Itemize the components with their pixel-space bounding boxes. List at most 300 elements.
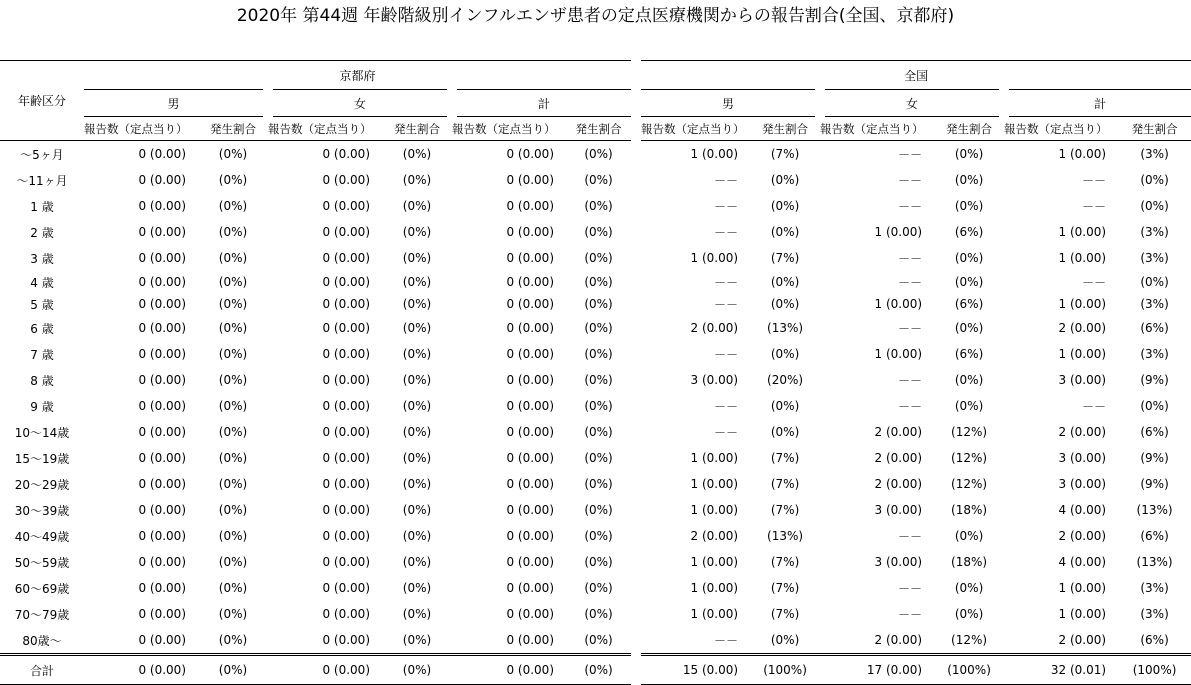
- report-count-cell: 0 (0.00): [138, 199, 186, 213]
- rate-cell: (0%): [402, 607, 432, 621]
- report-count-cell: －－: [898, 251, 923, 266]
- report-count-cell: 3 (0.00): [690, 373, 739, 387]
- rate-cell: (0%): [402, 581, 432, 595]
- report-count-cell: 2 (0.00): [1058, 529, 1107, 543]
- report-count-header: 報告数（定点当り）: [1004, 117, 1118, 141]
- report-count-cell: 0 (0.00): [506, 147, 554, 161]
- age-label: 20～29歳: [14, 477, 70, 492]
- sex-header-total: 計: [1004, 90, 1191, 117]
- rate-cell: (0%): [218, 251, 248, 265]
- total-rate-cell: (100%): [934, 655, 1004, 685]
- group-header-kyoto: 京都府: [84, 61, 636, 90]
- report-count-cell: 0 (0.00): [506, 425, 554, 439]
- report-count-cell: 0 (0.00): [506, 555, 554, 569]
- rate-cell: (0%): [954, 581, 984, 595]
- report-count-cell: －－: [898, 147, 923, 162]
- rate-header: 発生割合: [1118, 117, 1191, 141]
- report-count-cell: 0 (0.00): [322, 251, 370, 265]
- sex-header-male: 男: [84, 90, 268, 117]
- age-label: 40～49歳: [14, 529, 70, 544]
- rate-cell: (0%): [402, 173, 432, 187]
- total-report-count-cell: 17 (0.00): [820, 655, 934, 685]
- report-count-cell: 0 (0.00): [322, 347, 370, 361]
- rate-cell: (0%): [954, 147, 984, 161]
- report-count-cell: 0 (0.00): [322, 555, 370, 569]
- rate-cell: (7%): [770, 477, 800, 491]
- report-count-cell: 2 (0.00): [1058, 425, 1107, 439]
- group-header-national: 全国: [636, 61, 1191, 90]
- rate-cell: (3%): [1140, 225, 1169, 239]
- report-count-header: 報告数（定点当り）: [452, 117, 566, 141]
- report-count-cell: 2 (0.00): [874, 451, 923, 465]
- rate-cell: (3%): [1140, 607, 1169, 621]
- rate-cell: (0%): [218, 321, 248, 335]
- report-count-cell: －－: [898, 321, 923, 336]
- rate-cell: (0%): [954, 373, 984, 387]
- rate-cell: (18%): [951, 555, 988, 569]
- report-count-cell: 0 (0.00): [322, 297, 370, 311]
- rate-cell: (0%): [218, 477, 248, 491]
- report-count-cell: 0 (0.00): [322, 529, 370, 543]
- report-count-cell: 1 (0.00): [690, 555, 739, 569]
- rate-cell: (0%): [218, 581, 248, 595]
- rate-cell: (0%): [402, 297, 432, 311]
- report-count-cell: 0 (0.00): [322, 275, 370, 289]
- rate-cell: (0%): [566, 367, 636, 393]
- rate-cell: (0%): [402, 321, 432, 335]
- total-rate-cell: (0%): [382, 655, 452, 685]
- rate-cell: (0%): [770, 347, 800, 361]
- report-count-cell: 0 (0.00): [506, 503, 554, 517]
- rate-cell: (0%): [402, 633, 432, 647]
- rate-cell: (6%): [1140, 633, 1169, 647]
- age-column-header: 年齢区分: [0, 61, 84, 141]
- rate-cell: (0%): [1140, 199, 1169, 213]
- rate-cell: (7%): [770, 581, 800, 595]
- rate-cell: (0%): [770, 225, 800, 239]
- rate-cell: (12%): [951, 451, 988, 465]
- report-count-cell: 1 (0.00): [1058, 225, 1107, 239]
- report-count-cell: 0 (0.00): [322, 425, 370, 439]
- report-count-cell: －－: [714, 199, 739, 214]
- rate-cell: (0%): [954, 251, 984, 265]
- report-count-header: 報告数（定点当り）: [84, 117, 198, 141]
- total-rate-cell: (100%): [1118, 655, 1191, 685]
- rate-cell: (9%): [1140, 477, 1169, 491]
- rate-cell: (13%): [1136, 503, 1173, 517]
- report-count-cell: 1 (0.00): [690, 503, 739, 517]
- report-count-cell: －－: [898, 581, 923, 596]
- report-count-cell: －－: [1082, 399, 1107, 414]
- report-count-cell: 1 (0.00): [1058, 607, 1107, 621]
- rate-cell: (0%): [954, 275, 984, 289]
- report-count-cell: 1 (0.00): [1058, 297, 1107, 311]
- rate-cell: (0%): [218, 225, 248, 239]
- report-count-cell: 0 (0.00): [506, 275, 554, 289]
- rate-cell: (0%): [218, 503, 248, 517]
- report-count-cell: 0 (0.00): [138, 275, 186, 289]
- report-count-cell: 2 (0.00): [874, 425, 923, 439]
- report-count-cell: －－: [714, 633, 739, 648]
- age-label: 1 歳: [30, 199, 54, 214]
- rate-cell: (6%): [954, 347, 984, 361]
- report-count-cell: －－: [714, 399, 739, 414]
- table-row: [0, 523, 1191, 549]
- report-count-cell: 0 (0.00): [322, 477, 370, 491]
- report-count-cell: 0 (0.00): [322, 503, 370, 517]
- report-count-cell: 1 (0.00): [1058, 147, 1107, 161]
- influenza-report-table: [0, 60, 1191, 685]
- sex-header-total: 計: [452, 90, 636, 117]
- table-row: [0, 245, 1191, 271]
- rate-cell: (0%): [1140, 173, 1169, 187]
- rate-cell: (0%): [218, 451, 248, 465]
- rate-cell: (0%): [770, 275, 800, 289]
- report-count-cell: 2 (0.00): [1058, 633, 1107, 647]
- total-report-count-cell: 0 (0.00): [268, 655, 382, 685]
- rate-cell: (0%): [954, 173, 984, 187]
- report-count-cell: 0 (0.00): [138, 581, 186, 595]
- rate-cell: (0%): [954, 529, 984, 543]
- table-row: [0, 271, 1191, 293]
- rate-cell: (20%): [767, 373, 804, 387]
- report-count-cell: －－: [714, 275, 739, 290]
- total-rate-cell: (100%): [750, 655, 820, 685]
- rate-cell: (0%): [402, 225, 432, 239]
- table-row: [0, 549, 1191, 575]
- rate-cell: (0%): [566, 627, 636, 655]
- table-row: [0, 393, 1191, 419]
- report-count-cell: 1 (0.00): [1058, 581, 1107, 595]
- rate-cell: (0%): [566, 141, 636, 168]
- report-count-cell: 0 (0.00): [138, 555, 186, 569]
- rate-cell: (7%): [770, 607, 800, 621]
- age-label: 10～14歳: [14, 425, 70, 440]
- rate-cell: (0%): [566, 219, 636, 245]
- age-label: 8 歳: [30, 373, 54, 388]
- report-count-cell: 3 (0.00): [874, 555, 923, 569]
- rate-cell: (13%): [1136, 555, 1173, 569]
- report-count-cell: 1 (0.00): [690, 147, 739, 161]
- rate-cell: (0%): [1140, 399, 1169, 413]
- rate-cell: (12%): [951, 477, 988, 491]
- rate-cell: (0%): [770, 399, 800, 413]
- age-label: 70～79歳: [14, 607, 70, 622]
- report-count-cell: 1 (0.00): [1058, 347, 1107, 361]
- rate-cell: (0%): [218, 173, 248, 187]
- rate-cell: (9%): [1140, 373, 1169, 387]
- report-count-cell: 1 (0.00): [874, 225, 923, 239]
- rate-cell: (0%): [402, 555, 432, 569]
- report-count-cell: 1 (0.00): [690, 451, 739, 465]
- report-count-cell: 0 (0.00): [322, 173, 370, 187]
- total-label: 合計: [0, 655, 84, 685]
- report-count-cell: 0 (0.00): [506, 399, 554, 413]
- rate-cell: (0%): [954, 399, 984, 413]
- rate-cell: (0%): [566, 523, 636, 549]
- report-count-cell: 0 (0.00): [322, 451, 370, 465]
- report-count-cell: 0 (0.00): [138, 225, 186, 239]
- report-count-cell: 1 (0.00): [690, 251, 739, 265]
- age-label: ～11ヶ月: [16, 173, 68, 188]
- report-count-cell: －－: [898, 529, 923, 544]
- report-count-cell: 0 (0.00): [506, 347, 554, 361]
- rate-cell: (6%): [954, 225, 984, 239]
- table-row: [0, 167, 1191, 193]
- table-row: [0, 193, 1191, 219]
- rate-cell: (0%): [954, 607, 984, 621]
- rate-cell: (0%): [218, 425, 248, 439]
- rate-cell: (0%): [402, 275, 432, 289]
- rate-cell: (0%): [566, 167, 636, 193]
- rate-cell: (0%): [770, 425, 800, 439]
- rate-cell: (0%): [402, 477, 432, 491]
- rate-cell: (0%): [954, 199, 984, 213]
- report-count-cell: 0 (0.00): [138, 321, 186, 335]
- age-label: 50～59歳: [14, 555, 70, 570]
- report-count-cell: 2 (0.00): [874, 477, 923, 491]
- report-count-cell: －－: [714, 347, 739, 362]
- rate-cell: (0%): [566, 315, 636, 341]
- rate-cell: (0%): [402, 425, 432, 439]
- report-count-cell: 0 (0.00): [322, 225, 370, 239]
- table-row: [0, 341, 1191, 367]
- report-count-cell: 0 (0.00): [322, 321, 370, 335]
- rate-cell: (0%): [770, 633, 800, 647]
- age-label: 9 歳: [30, 399, 54, 414]
- rate-cell: (6%): [954, 297, 984, 311]
- rate-cell: (0%): [1140, 275, 1169, 289]
- age-label: 5 歳: [30, 297, 54, 312]
- report-count-cell: 1 (0.00): [690, 477, 739, 491]
- report-count-cell: 0 (0.00): [138, 297, 186, 311]
- total-rate-cell: (0%): [198, 655, 268, 685]
- rate-cell: (0%): [218, 297, 248, 311]
- report-count-cell: 0 (0.00): [506, 633, 554, 647]
- report-count-cell: 0 (0.00): [506, 199, 554, 213]
- report-count-cell: 0 (0.00): [138, 373, 186, 387]
- rate-header: 発生割合: [750, 117, 820, 141]
- rate-cell: (0%): [566, 497, 636, 523]
- report-count-cell: 0 (0.00): [322, 607, 370, 621]
- rate-cell: (0%): [566, 549, 636, 575]
- report-count-cell: 1 (0.00): [874, 297, 923, 311]
- rate-cell: (0%): [218, 275, 248, 289]
- report-count-cell: 0 (0.00): [138, 347, 186, 361]
- rate-cell: (0%): [218, 633, 248, 647]
- rate-cell: (0%): [566, 341, 636, 367]
- table-row: [0, 445, 1191, 471]
- report-count-cell: 0 (0.00): [138, 477, 186, 491]
- report-count-cell: 1 (0.00): [690, 607, 739, 621]
- rate-cell: (0%): [770, 297, 800, 311]
- report-count-cell: 0 (0.00): [506, 477, 554, 491]
- report-count-cell: 2 (0.00): [874, 633, 923, 647]
- rate-cell: (6%): [1140, 425, 1169, 439]
- age-label: 2 歳: [30, 225, 54, 240]
- report-count-cell: 0 (0.00): [506, 321, 554, 335]
- rate-cell: (6%): [1140, 321, 1169, 335]
- rate-cell: (0%): [566, 471, 636, 497]
- rate-cell: (0%): [566, 601, 636, 627]
- report-count-cell: 2 (0.00): [690, 529, 739, 543]
- report-count-cell: －－: [714, 297, 739, 312]
- page-title: 2020年 第44週 年齢階級別インフルエンザ患者の定点医療機関からの報告割合(全国、京都府): [236, 6, 955, 26]
- report-count-cell: －－: [1082, 173, 1107, 188]
- report-count-cell: －－: [898, 199, 923, 214]
- table-row: [0, 141, 1191, 168]
- sex-header-female: 女: [820, 90, 1004, 117]
- report-count-cell: －－: [1082, 199, 1107, 214]
- report-count-cell: 0 (0.00): [506, 373, 554, 387]
- report-count-cell: －－: [1082, 275, 1107, 290]
- report-count-cell: 0 (0.00): [322, 581, 370, 595]
- rate-header: 発生割合: [198, 117, 268, 141]
- report-count-cell: 0 (0.00): [322, 373, 370, 387]
- rate-cell: (18%): [951, 503, 988, 517]
- report-count-header: 報告数（定点当り）: [268, 117, 382, 141]
- report-count-cell: －－: [898, 173, 923, 188]
- age-label: 80歳～: [22, 633, 62, 648]
- rate-cell: (0%): [954, 321, 984, 335]
- report-count-cell: 0 (0.00): [138, 425, 186, 439]
- total-rate-cell: (0%): [566, 655, 636, 685]
- header-group-row: [0, 61, 1191, 90]
- table-row: [0, 601, 1191, 627]
- age-label: 3 歳: [30, 251, 54, 266]
- sex-header-female: 女: [268, 90, 452, 117]
- report-count-cell: －－: [898, 275, 923, 290]
- table-row: [0, 367, 1191, 393]
- report-count-header: 報告数（定点当り）: [820, 117, 934, 141]
- table-row: [0, 575, 1191, 601]
- report-count-cell: 1 (0.00): [874, 347, 923, 361]
- report-count-cell: 1 (0.00): [690, 581, 739, 595]
- rate-cell: (0%): [566, 245, 636, 271]
- report-count-cell: 3 (0.00): [874, 503, 923, 517]
- rate-cell: (0%): [770, 199, 800, 213]
- report-count-cell: －－: [714, 173, 739, 188]
- rate-cell: (0%): [218, 399, 248, 413]
- age-label: ～5ヶ月: [20, 147, 64, 162]
- rate-cell: (7%): [770, 555, 800, 569]
- rate-cell: (0%): [402, 529, 432, 543]
- report-count-cell: －－: [898, 607, 923, 622]
- rate-cell: (13%): [767, 321, 804, 335]
- age-label: 60～69歳: [14, 581, 70, 596]
- age-label: 7 歳: [30, 347, 54, 362]
- rate-cell: (0%): [218, 529, 248, 543]
- rate-cell: (3%): [1140, 581, 1169, 595]
- rate-cell: (0%): [402, 451, 432, 465]
- report-count-cell: 0 (0.00): [138, 173, 186, 187]
- total-row: [0, 655, 1191, 685]
- age-label: 4 歳: [30, 275, 54, 290]
- rate-cell: (0%): [218, 199, 248, 213]
- rate-cell: (7%): [770, 147, 800, 161]
- report-count-cell: 0 (0.00): [506, 529, 554, 543]
- report-count-cell: 0 (0.00): [322, 399, 370, 413]
- report-count-cell: －－: [714, 425, 739, 440]
- age-label: 30～39歳: [14, 503, 70, 518]
- report-count-cell: 0 (0.00): [506, 451, 554, 465]
- rate-cell: (13%): [767, 529, 804, 543]
- rate-cell: (0%): [566, 419, 636, 445]
- rate-cell: (0%): [402, 347, 432, 361]
- rate-cell: (0%): [218, 373, 248, 387]
- rate-cell: (0%): [402, 399, 432, 413]
- report-count-cell: 0 (0.00): [506, 607, 554, 621]
- total-report-count-cell: 0 (0.00): [84, 655, 198, 685]
- rate-cell: (0%): [218, 347, 248, 361]
- rate-cell: (3%): [1140, 347, 1169, 361]
- rate-cell: (0%): [402, 373, 432, 387]
- rate-cell: (3%): [1140, 297, 1169, 311]
- report-count-cell: 0 (0.00): [506, 173, 554, 187]
- report-count-cell: 0 (0.00): [138, 633, 186, 647]
- rate-cell: (12%): [951, 425, 988, 439]
- rate-cell: (0%): [566, 193, 636, 219]
- rate-cell: (3%): [1140, 251, 1169, 265]
- report-count-cell: 0 (0.00): [506, 251, 554, 265]
- report-count-cell: 0 (0.00): [506, 225, 554, 239]
- rate-cell: (0%): [402, 199, 432, 213]
- rate-header: 発生割合: [382, 117, 452, 141]
- report-count-cell: 0 (0.00): [506, 297, 554, 311]
- report-count-cell: 0 (0.00): [138, 529, 186, 543]
- table-row: [0, 419, 1191, 445]
- rate-cell: (3%): [1140, 147, 1169, 161]
- header-sex-row: [0, 90, 1191, 117]
- rate-cell: (0%): [218, 607, 248, 621]
- table-row: [0, 471, 1191, 497]
- report-count-cell: 3 (0.00): [1058, 373, 1107, 387]
- rate-cell: (12%): [951, 633, 988, 647]
- rate-cell: (7%): [770, 251, 800, 265]
- rate-cell: (0%): [566, 293, 636, 315]
- report-count-cell: －－: [898, 373, 923, 388]
- rate-cell: (6%): [1140, 529, 1169, 543]
- report-count-cell: 1 (0.00): [1058, 251, 1107, 265]
- rate-cell: (0%): [402, 147, 432, 161]
- report-count-cell: 3 (0.00): [1058, 477, 1107, 491]
- report-count-header: 報告数（定点当り）: [636, 117, 750, 141]
- report-count-cell: 2 (0.00): [1058, 321, 1107, 335]
- table-row: [0, 219, 1191, 245]
- report-count-cell: 3 (0.00): [1058, 451, 1107, 465]
- report-count-cell: 0 (0.00): [138, 503, 186, 517]
- rate-header: 発生割合: [566, 117, 636, 141]
- rate-cell: (0%): [566, 575, 636, 601]
- rate-cell: (0%): [402, 251, 432, 265]
- report-count-cell: 0 (0.00): [138, 147, 186, 161]
- table-row: [0, 497, 1191, 523]
- rate-header: 発生割合: [934, 117, 1004, 141]
- total-report-count-cell: 0 (0.00): [452, 655, 566, 685]
- rate-cell: (0%): [566, 393, 636, 419]
- rate-cell: (0%): [770, 173, 800, 187]
- report-count-cell: 0 (0.00): [322, 147, 370, 161]
- report-count-cell: －－: [898, 399, 923, 414]
- age-label: 6 歳: [30, 321, 54, 336]
- table-row: [0, 315, 1191, 341]
- header-column-row: [0, 117, 1191, 141]
- report-count-cell: 0 (0.00): [506, 581, 554, 595]
- rate-cell: (0%): [566, 445, 636, 471]
- report-count-cell: 0 (0.00): [138, 251, 186, 265]
- sex-header-male: 男: [636, 90, 820, 117]
- rate-cell: (0%): [218, 555, 248, 569]
